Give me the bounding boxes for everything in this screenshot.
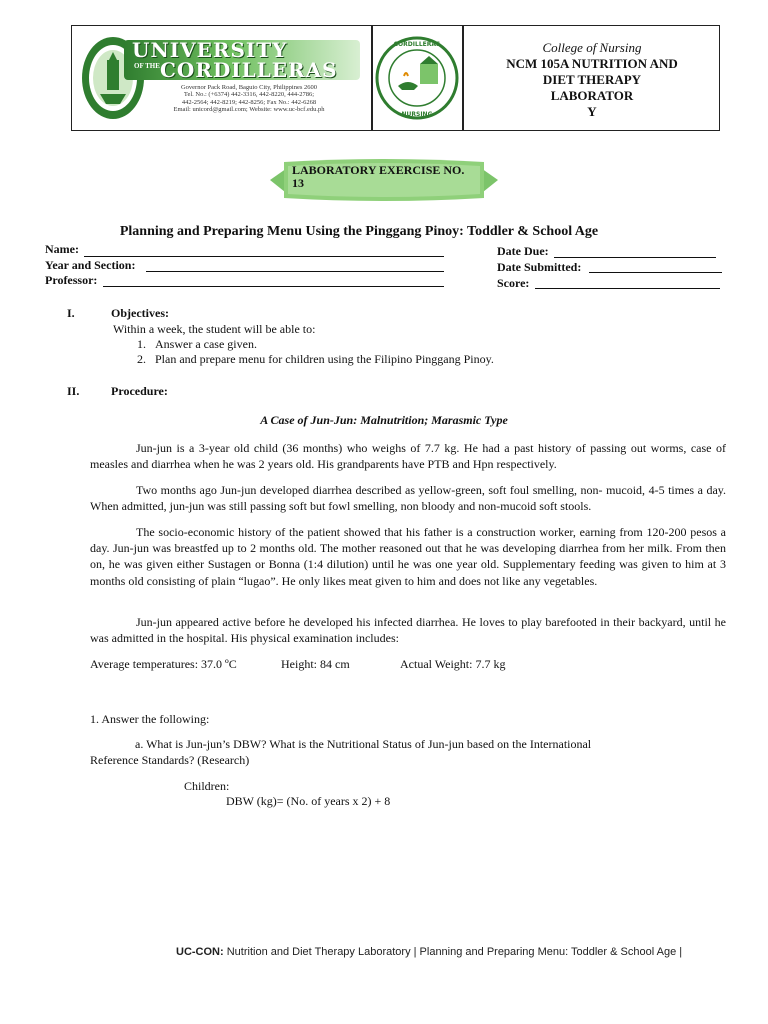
course-line: DIET THERAPY — [542, 72, 642, 87]
banner-line: LABORATORY EXERCISE NO. — [292, 163, 465, 177]
case-paragraph: Jun-jun appeared active before he developed his infected diarrhea. He loves to play barefooted in their backyard, until he was admitted in the hospital. His physical examination includes: — [90, 615, 726, 646]
address-line: Governor Pack Road, Baguio City, Philippines 2600 — [180, 84, 318, 91]
nursing-seal-logo — [374, 30, 460, 126]
objectives-heading: Objectives: — [111, 306, 169, 320]
professor-label: Professor: — [45, 273, 98, 287]
address-line: 442-2564; 442-8219; 442-8256; Fax No.: 442-6268 — [181, 98, 317, 106]
case-paragraph: Jun-jun is a 3-year old child (36 months) who weighs of 7.7 kg. He had a past history of passing out worms, case of measles and diarrhea when he was 2 years old. His grandparents have PTB and Hpn respectively. — [90, 441, 726, 472]
score-label: Score: — [497, 276, 530, 290]
college-name: College of Nursing — [542, 40, 642, 55]
course-info — [464, 40, 720, 120]
professor-input-line[interactable] — [103, 286, 444, 287]
university-name-line2: CORDILLERAS — [160, 58, 338, 82]
children-label: Children: — [184, 779, 230, 793]
objective-item: 1. Answer a case given. — [137, 337, 257, 351]
dbw-formula: DBW (kg)= (No. of years x 2) + 8 — [226, 794, 391, 808]
objective-item: 2. Plan and prepare menu for children using the Filipino Pinggang Pinoy. — [137, 352, 494, 366]
section-number: I. — [67, 306, 75, 320]
date-due-label: Date Due: — [497, 244, 549, 258]
name-input-line[interactable] — [84, 256, 444, 257]
address-line: Email: unicord@gmail.com; Website: www.uc-bcf.edu.ph — [173, 106, 325, 114]
year-section-input-line[interactable] — [146, 271, 444, 272]
date-submitted-label: Date Submitted: — [497, 260, 582, 274]
university-name-line1: UNIVERSITY — [132, 38, 288, 62]
page-footer — [176, 946, 682, 958]
footer-bold: UC-CON: — [176, 946, 224, 958]
section-number: II. — [67, 384, 80, 398]
header-table — [71, 25, 720, 131]
case-paragraph: The socio-economic history of the patient showed that his father is a construction worker, earning from 120-200 pesos a day. Jun-jun was breastfed up to 2 months old. The mother reasoned out that he was developing diarrhea from her milk. From then on, he was given either Sustagen or Bonna (1:4 dilution) until he was one year old. Supplementary feeding was given to him at 3 months old consisting of plain “lugao”. He only likes meat given to him and does not like any vegetables. — [90, 525, 726, 588]
date-submitted-input-line[interactable] — [589, 272, 722, 273]
exercise-number — [292, 164, 482, 190]
page-title: Planning and Preparing Menu Using the Pinggang Pinoy: Toddler & School Age — [119, 224, 599, 239]
question-1a-line: a. What is Jun-jun’s DBW? What is the Nutritional Status of Jun-jun based on the International — [135, 737, 592, 751]
address-line: Tel. No.: (+6374) 442-3316, 442-8220, 444-2786; — [183, 91, 315, 99]
question-1a-line: Reference Standards? (Research) — [90, 753, 250, 767]
course-line: Y — [587, 104, 597, 119]
footer-text: Nutrition and Diet Therapy Laboratory | Planning and Preparing Menu: Toddler & School Age | — [223, 946, 683, 958]
case-title: A Case of Jun-Jun: Malnutrition; Marasmic Type — [260, 413, 508, 427]
vital-temperature: Average temperatures: 37.0 ºC — [90, 657, 237, 671]
svg-text:NURSING: NURSING — [401, 111, 433, 118]
procedure-heading: Procedure: — [111, 384, 168, 398]
question-1: 1. Answer the following: — [90, 712, 210, 726]
vital-height: Height: 84 cm — [281, 657, 350, 671]
date-due-input-line[interactable] — [554, 257, 716, 258]
score-input-line[interactable] — [535, 288, 720, 289]
header-divider — [371, 26, 373, 130]
case-paragraph: Two months ago Jun-jun developed diarrhea described as yellow-green, soft foul smelling, non- mucoid, 4-5 times a day. When admitted, jun-jun was still passing soft but fowl smelling, non bloody and non-mucoid soft stools. — [90, 483, 726, 514]
university-address — [134, 84, 364, 114]
name-label: Name: — [45, 242, 79, 256]
objectives-intro: Within a week, the student will be able to: — [113, 322, 316, 336]
vital-weight: Actual Weight: 7.7 kg — [400, 657, 506, 671]
course-line: LABORATOR — [550, 88, 634, 103]
course-line: NCM 105A NUTRITION AND — [506, 56, 678, 71]
banner-line: 13 — [292, 176, 304, 190]
university-of-the: OF THE — [134, 62, 160, 70]
year-section-label: Year and Section: — [45, 258, 136, 272]
svg-text:CORDILLERAS: CORDILLERAS — [393, 41, 441, 48]
